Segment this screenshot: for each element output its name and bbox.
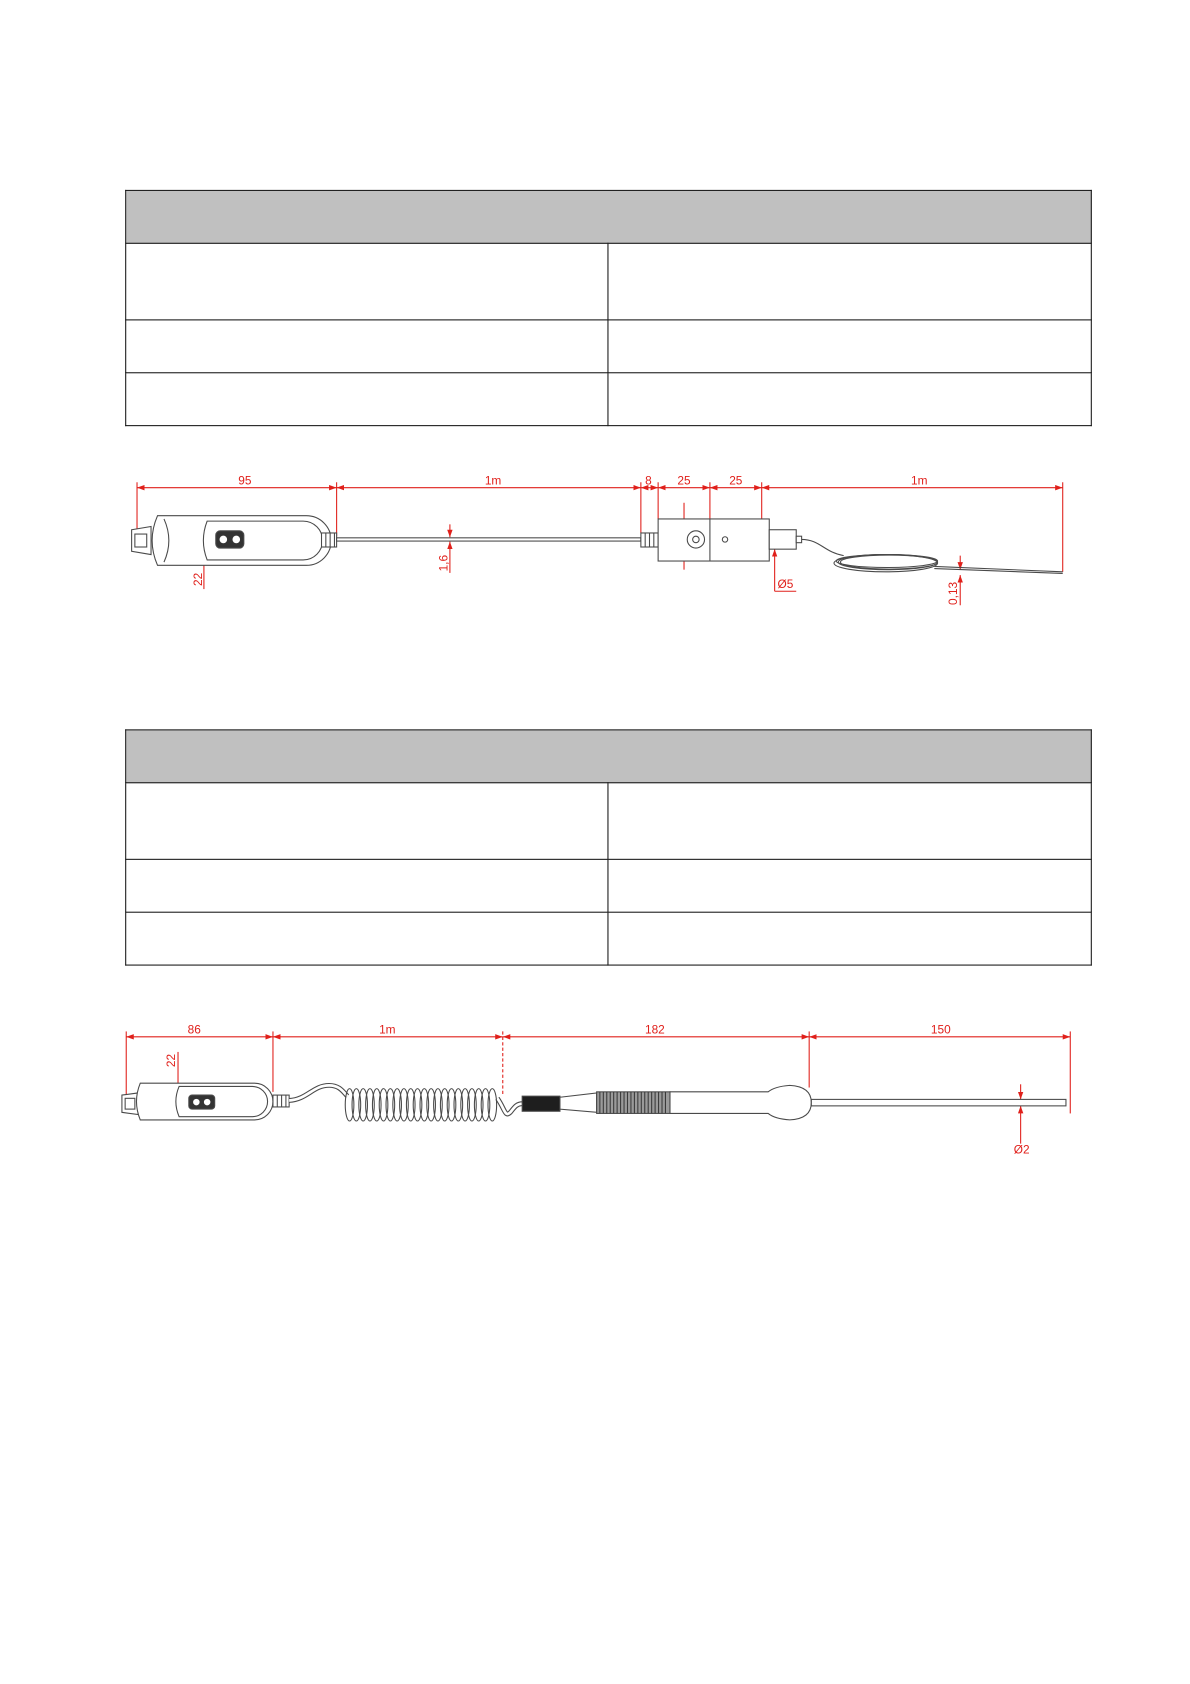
label-tube-diameter: Ø5 [777,577,794,592]
connector-insert [125,1098,135,1109]
handle-neck [560,1093,597,1112]
label-shaft-length: 150 [930,1022,951,1037]
table-cell [126,320,608,373]
table-cell [126,243,608,320]
table-header-row [126,190,1092,243]
label-handle-height: 22 [163,1053,178,1068]
label-wire-diameter: 0,13 [945,581,960,605]
probe-drawing-1 [113,469,1079,615]
logo-mark [204,1099,210,1105]
label-box-section-a: 25 [677,473,691,488]
screw-small [722,537,727,542]
probe-shaft [811,1099,1066,1105]
label-shaft-diameter: Ø2 [1013,1142,1030,1157]
handle-barrel [670,1085,811,1120]
thermocouple-wire [802,539,1063,573]
handle [132,516,337,566]
label-cable-length: 1m [379,1022,396,1037]
table-cell [126,783,608,860]
label-wire-length: 1m [910,473,928,488]
cable-body [337,538,641,541]
table-cell [608,243,1091,320]
handle [122,1083,289,1120]
label-handle-length: 95 [238,473,252,488]
cable-sheath [522,1096,560,1111]
table-header-cell [126,190,1092,243]
logo-mark [193,1099,199,1105]
table-header-cell [126,730,1092,783]
cable [337,538,641,541]
table-row [126,320,1092,373]
probe-handle [522,1085,1066,1120]
wire-lead [802,539,844,555]
table-cell [608,373,1091,426]
table-row [126,859,1092,912]
table-header-row [126,730,1092,783]
table-cell [126,912,608,965]
probe-drawing-2 [113,1020,1079,1166]
table-cell [126,859,608,912]
label-probe-handle-length: 182 [644,1022,665,1037]
label-cable-length: 1m [484,473,502,488]
table-row [126,243,1092,320]
label-strain-relief: 8 [645,473,652,488]
box-body [658,519,769,561]
junction-box [641,519,802,561]
label-cable-diameter: 1,6 [436,554,451,572]
label-handle-height: 22 [190,572,205,586]
table-row [126,912,1092,965]
table-cell [608,859,1091,912]
label-box-section-b: 25 [729,473,743,488]
logo-mark [220,536,228,544]
tube-tip [796,536,801,542]
coiled-cable [289,1085,522,1121]
spec-table-1 [125,190,1092,426]
table-cell [608,320,1091,373]
logo-mark [233,536,241,544]
cable-lead [289,1085,347,1100]
sensor-tube [769,530,796,549]
dimension-lines [126,1031,1070,1143]
table-row [126,373,1092,426]
brand-logo [189,1095,215,1109]
label-handle-length: 86 [187,1022,201,1037]
table-row [126,783,1092,860]
dimension-labels [164,1023,1030,1157]
spec-table-2 [125,729,1092,965]
connector-insert [135,534,147,547]
table-cell [608,912,1091,965]
table-cell [126,373,608,426]
screw-inner [693,536,699,542]
table-cell [608,783,1091,860]
